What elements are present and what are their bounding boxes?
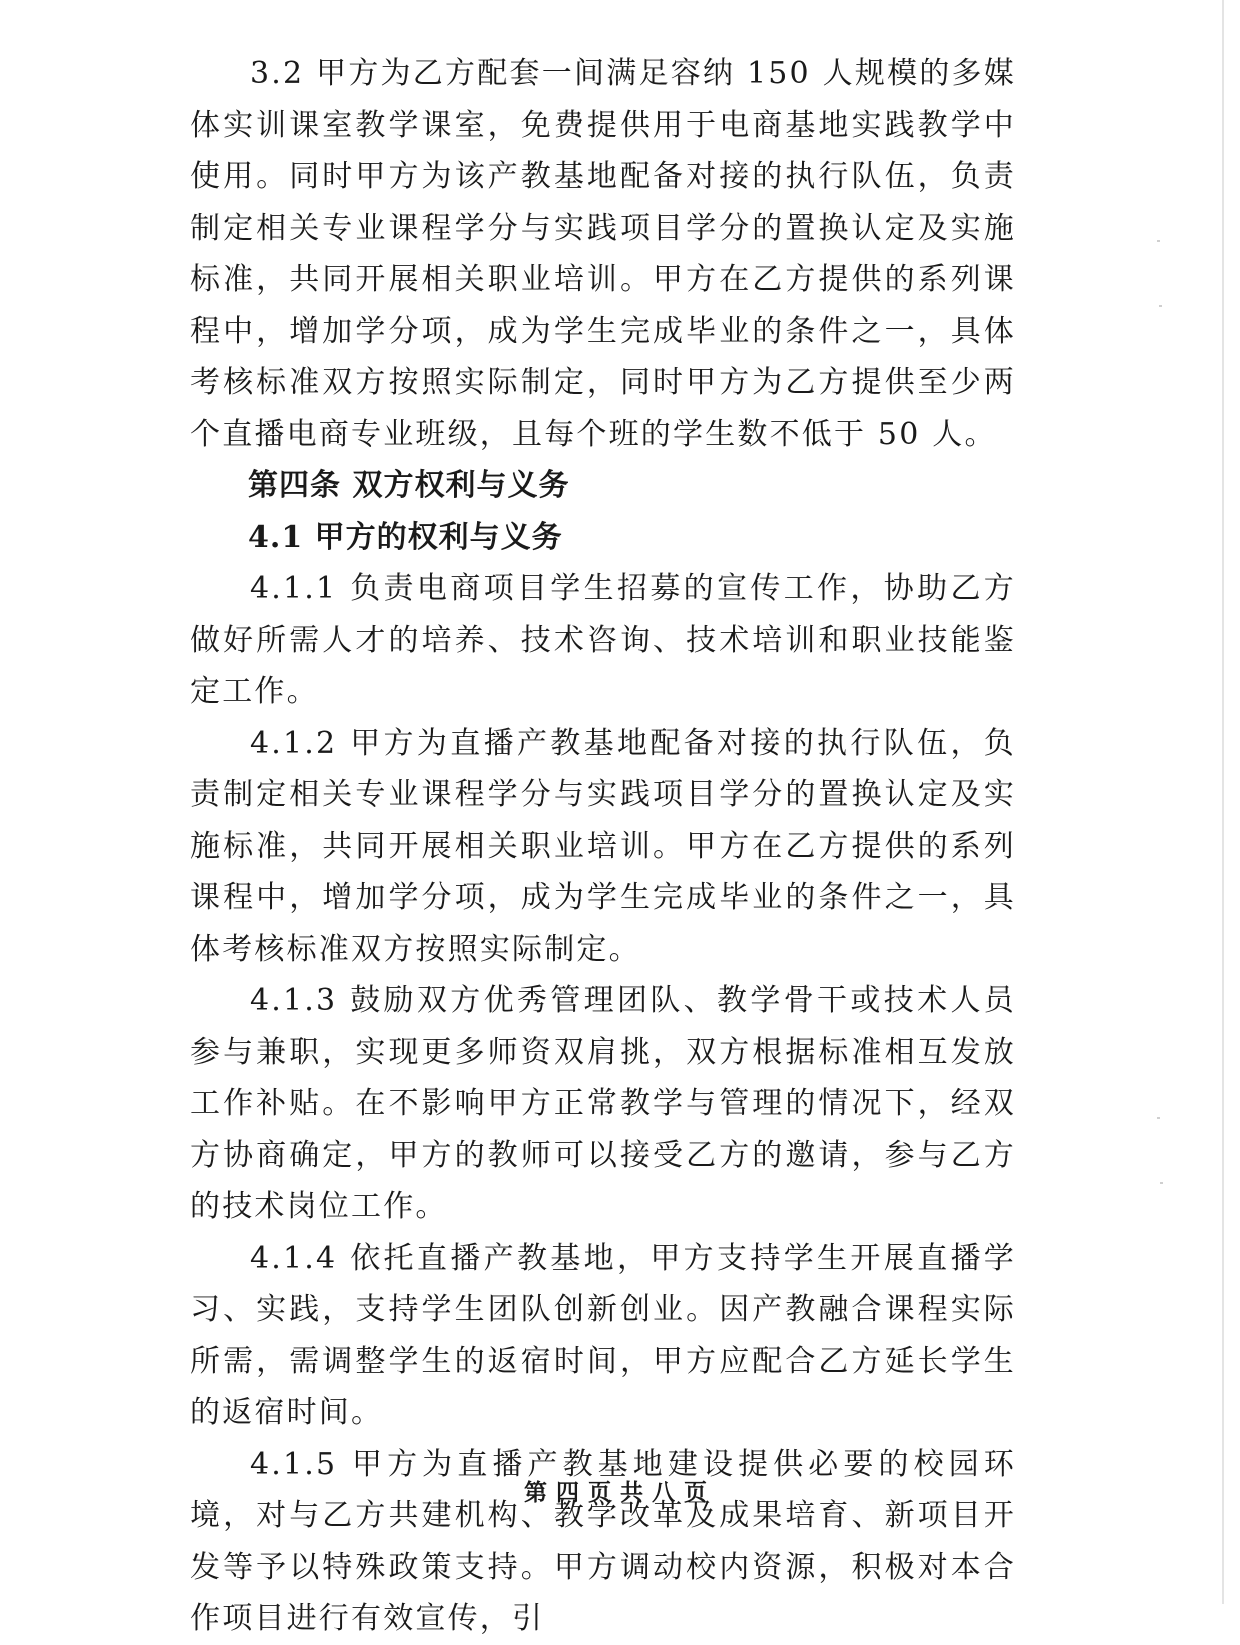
scan-speck	[1159, 305, 1162, 307]
page-edge-shadow	[1222, 0, 1224, 1604]
scan-speck	[1157, 1117, 1160, 1119]
subsection-heading: 4.1 甲方的权利与义务	[248, 519, 563, 555]
document-body	[190, 48, 1016, 1645]
clause-4-1-5: 4.1.5 甲方为直播产教基地建设提供必要的校园环境，对与乙方共建机构、教学改革及成果培育、新项目开发等予以特殊政策支持。甲方调动校内资源，积极对本合作项目进行有效宣传，引	[190, 1446, 1016, 1636]
clause-4-1-4: 4.1.4 依托直播产教基地，甲方支持学生开展直播学习、实践，支持学生团队创新创业。因产教融合课程实际所需，需调整学生的返宿时间，甲方应配合乙方延长学生的返宿时间。	[190, 1240, 1016, 1430]
clause-4-1-1: 4.1.1 负责电商项目学生招募的宣传工作，协助乙方做好所需人才的培养、技术咨询、技术培训和职业技能鉴定工作。	[190, 571, 1016, 709]
clause-4-1-3: 4.1.3 鼓励双方优秀管理团队、教学骨干或技术人员参与兼职，实现更多师资双肩挑，双方根据标准相互发放工作补贴。在不影响甲方正常教学与管理的情况下，经双方协商确定，甲方的教师可以接受乙方的邀请，参与乙方的技术岗位工作。	[190, 983, 1016, 1224]
scan-speck	[1160, 1182, 1163, 1184]
page-footer: 第四页共八页	[524, 1479, 716, 1506]
clause-4-1-2: 4.1.2 甲方为直播产教基地配备对接的执行队伍，负责制定相关专业课程学分与实践项目学分的置换认定及实施标准，共同开展相关职业培训。甲方在乙方提供的系列课程中，增加学分项，成为学生完成毕业的条件之一，具体考核标准双方按照实际制定。	[190, 725, 1016, 967]
scan-speck	[1157, 240, 1160, 242]
clause-3-2: 3.2 甲方为乙方配套一间满足容纳 150 人规模的多媒体实训课室教学课室，免费提供用于电商基地实践教学中使用。同时甲方为该产教基地配备对接的执行队伍，负责制定相关专业课程学分与实践项目学分的置换认定及实施标准，共同开展相关职业培训。甲方在乙方提供的系列课程中，增加学分项，成为学生完成毕业的条件之一，具体考核标准双方按照实际制定，同时甲方为乙方提供至少两个直播电商专业班级，且每个班的学生数不低于 50 人。	[190, 56, 1016, 452]
section-heading: 第四条 双方权利与义务	[248, 468, 570, 503]
